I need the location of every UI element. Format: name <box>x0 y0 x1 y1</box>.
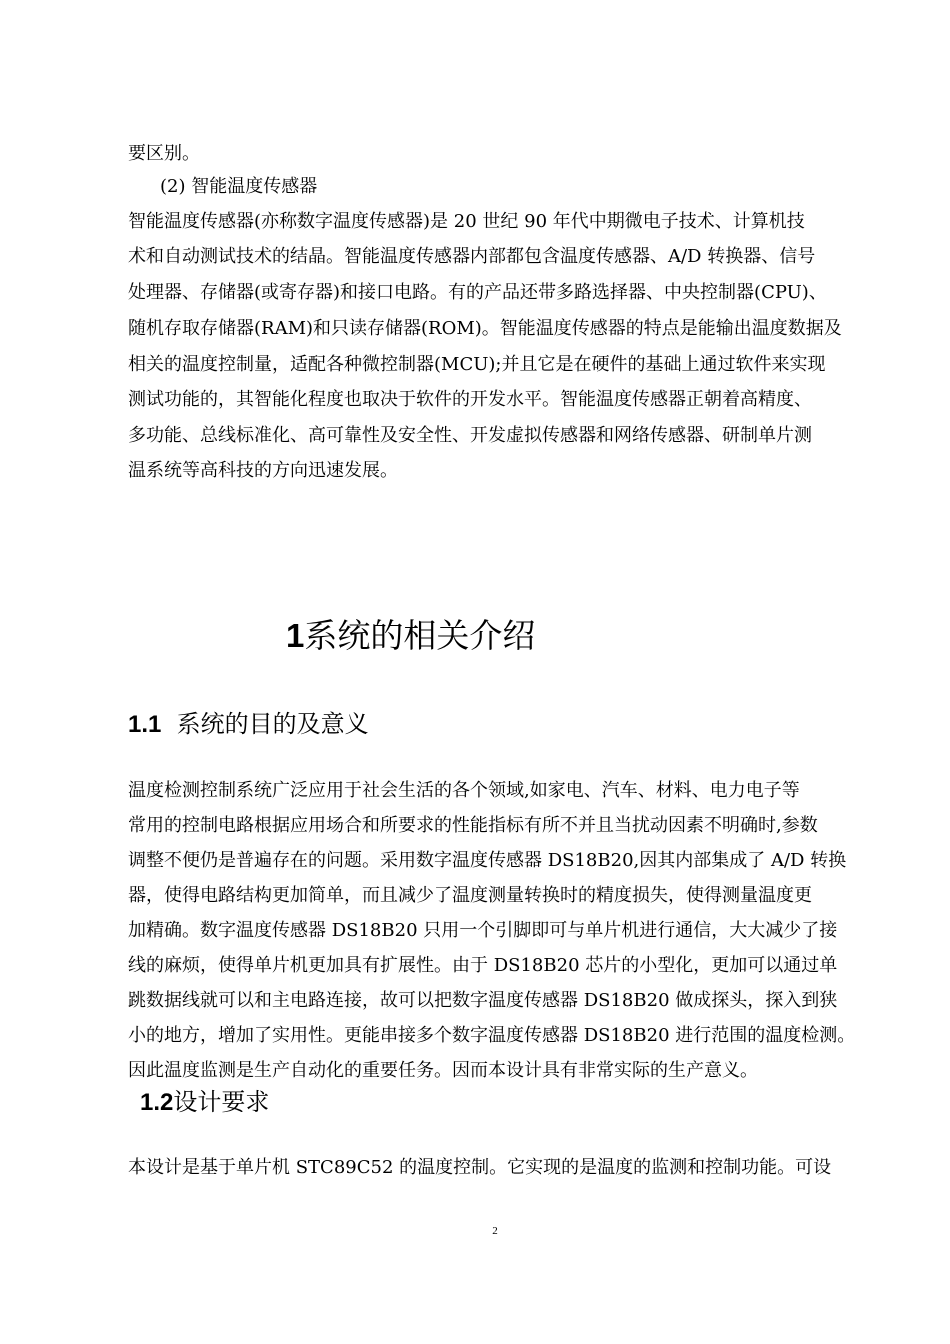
intro-line-6: 测试功能的，其智能化程度也取决于软件的开发水平。智能温度传感器正朝着高精度、 <box>128 389 812 410</box>
section-1-2-title: 设计要求 <box>173 1088 270 1116</box>
section-1-1-number: 1.1 <box>128 711 162 738</box>
section-1-2-heading <box>140 1087 269 1118</box>
chapter-heading <box>286 616 535 656</box>
section-1-1-heading <box>128 709 369 740</box>
intro-tail-line: 要区别。 <box>128 143 200 164</box>
intro-line-4: 随机存取存储器(RAM)和只读存储器(ROM)。智能温度传感器的特点是能输出温度数据及 <box>128 318 842 339</box>
intro-line-5: 相关的温度控制量，适配各种微控制器(MCU);并且它是在硬件的基础上通过软件来实现 <box>128 354 826 375</box>
s11-line-3: 调整不便仍是普遍存在的问题。采用数字温度传感器 DS18B20,因其内部集成了 A/D 转换 <box>128 850 847 871</box>
s11-line-5: 加精确。数字温度传感器 DS18B20 只用一个引脚即可与单片机进行通信，大大减少了接 <box>128 920 838 941</box>
intro-line-1: 智能温度传感器(亦称数字温度传感器)是 20 世纪 90 年代中期微电子技术、计算机技 <box>128 211 805 232</box>
sub-heading: (2) 智能温度传感器 <box>160 176 318 197</box>
chapter-number: 1 <box>286 617 305 654</box>
s12-line-1: 本设计是基于单片机 STC89C52 的温度控制。它实现的是温度的监测和控制功能。可设 <box>128 1157 832 1178</box>
chapter-title: 系统的相关介绍 <box>304 616 536 655</box>
s11-line-9: 因此温度监测是生产自动化的重要任务。因而本设计具有非常实际的生产意义。 <box>128 1060 758 1081</box>
section-1-1-title: 系统的目的及意义 <box>176 710 369 738</box>
intro-line-7: 多功能、总线标准化、高可靠性及安全性、开发虚拟传感器和网络传感器、研制单片测 <box>128 425 812 446</box>
s11-line-8: 小的地方，增加了实用性。更能串接多个数字温度传感器 DS18B20 进行范围的温度检测。 <box>128 1025 856 1046</box>
s11-line-1: 温度检测控制系统广泛应用于社会生活的各个领域,如家电、汽车、材料、电力电子等 <box>128 780 800 801</box>
s11-line-7: 跳数据线就可以和主电路连接，故可以把数字温度传感器 DS18B20 做成探头，探入到狭 <box>128 990 838 1011</box>
intro-line-2: 术和自动测试技术的结晶。智能温度传感器内部都包含温度传感器、A/D 转换器、信号 <box>128 246 816 267</box>
s11-line-6: 线的麻烦，使得单片机更加具有扩展性。由于 DS18B20 芯片的小型化，更加可以通过单 <box>128 955 838 976</box>
s11-line-4: 器，使得电路结构更加简单，而且减少了温度测量转换时的精度损失，使得测量温度更 <box>128 885 812 906</box>
page-number: 2 <box>492 1225 498 1237</box>
section-1-2-number: 1.2 <box>140 1089 174 1116</box>
s11-line-2: 常用的控制电路根据应用场合和所要求的性能指标有所不并且当扰动因素不明确时,参数 <box>128 815 818 836</box>
intro-line-3: 处理器、存储器(或寄存器)和接口电路。有的产品还带多路选择器、中央控制器(CPU)、 <box>128 282 827 303</box>
intro-line-8: 温系统等高科技的方向迅速发展。 <box>128 460 398 481</box>
